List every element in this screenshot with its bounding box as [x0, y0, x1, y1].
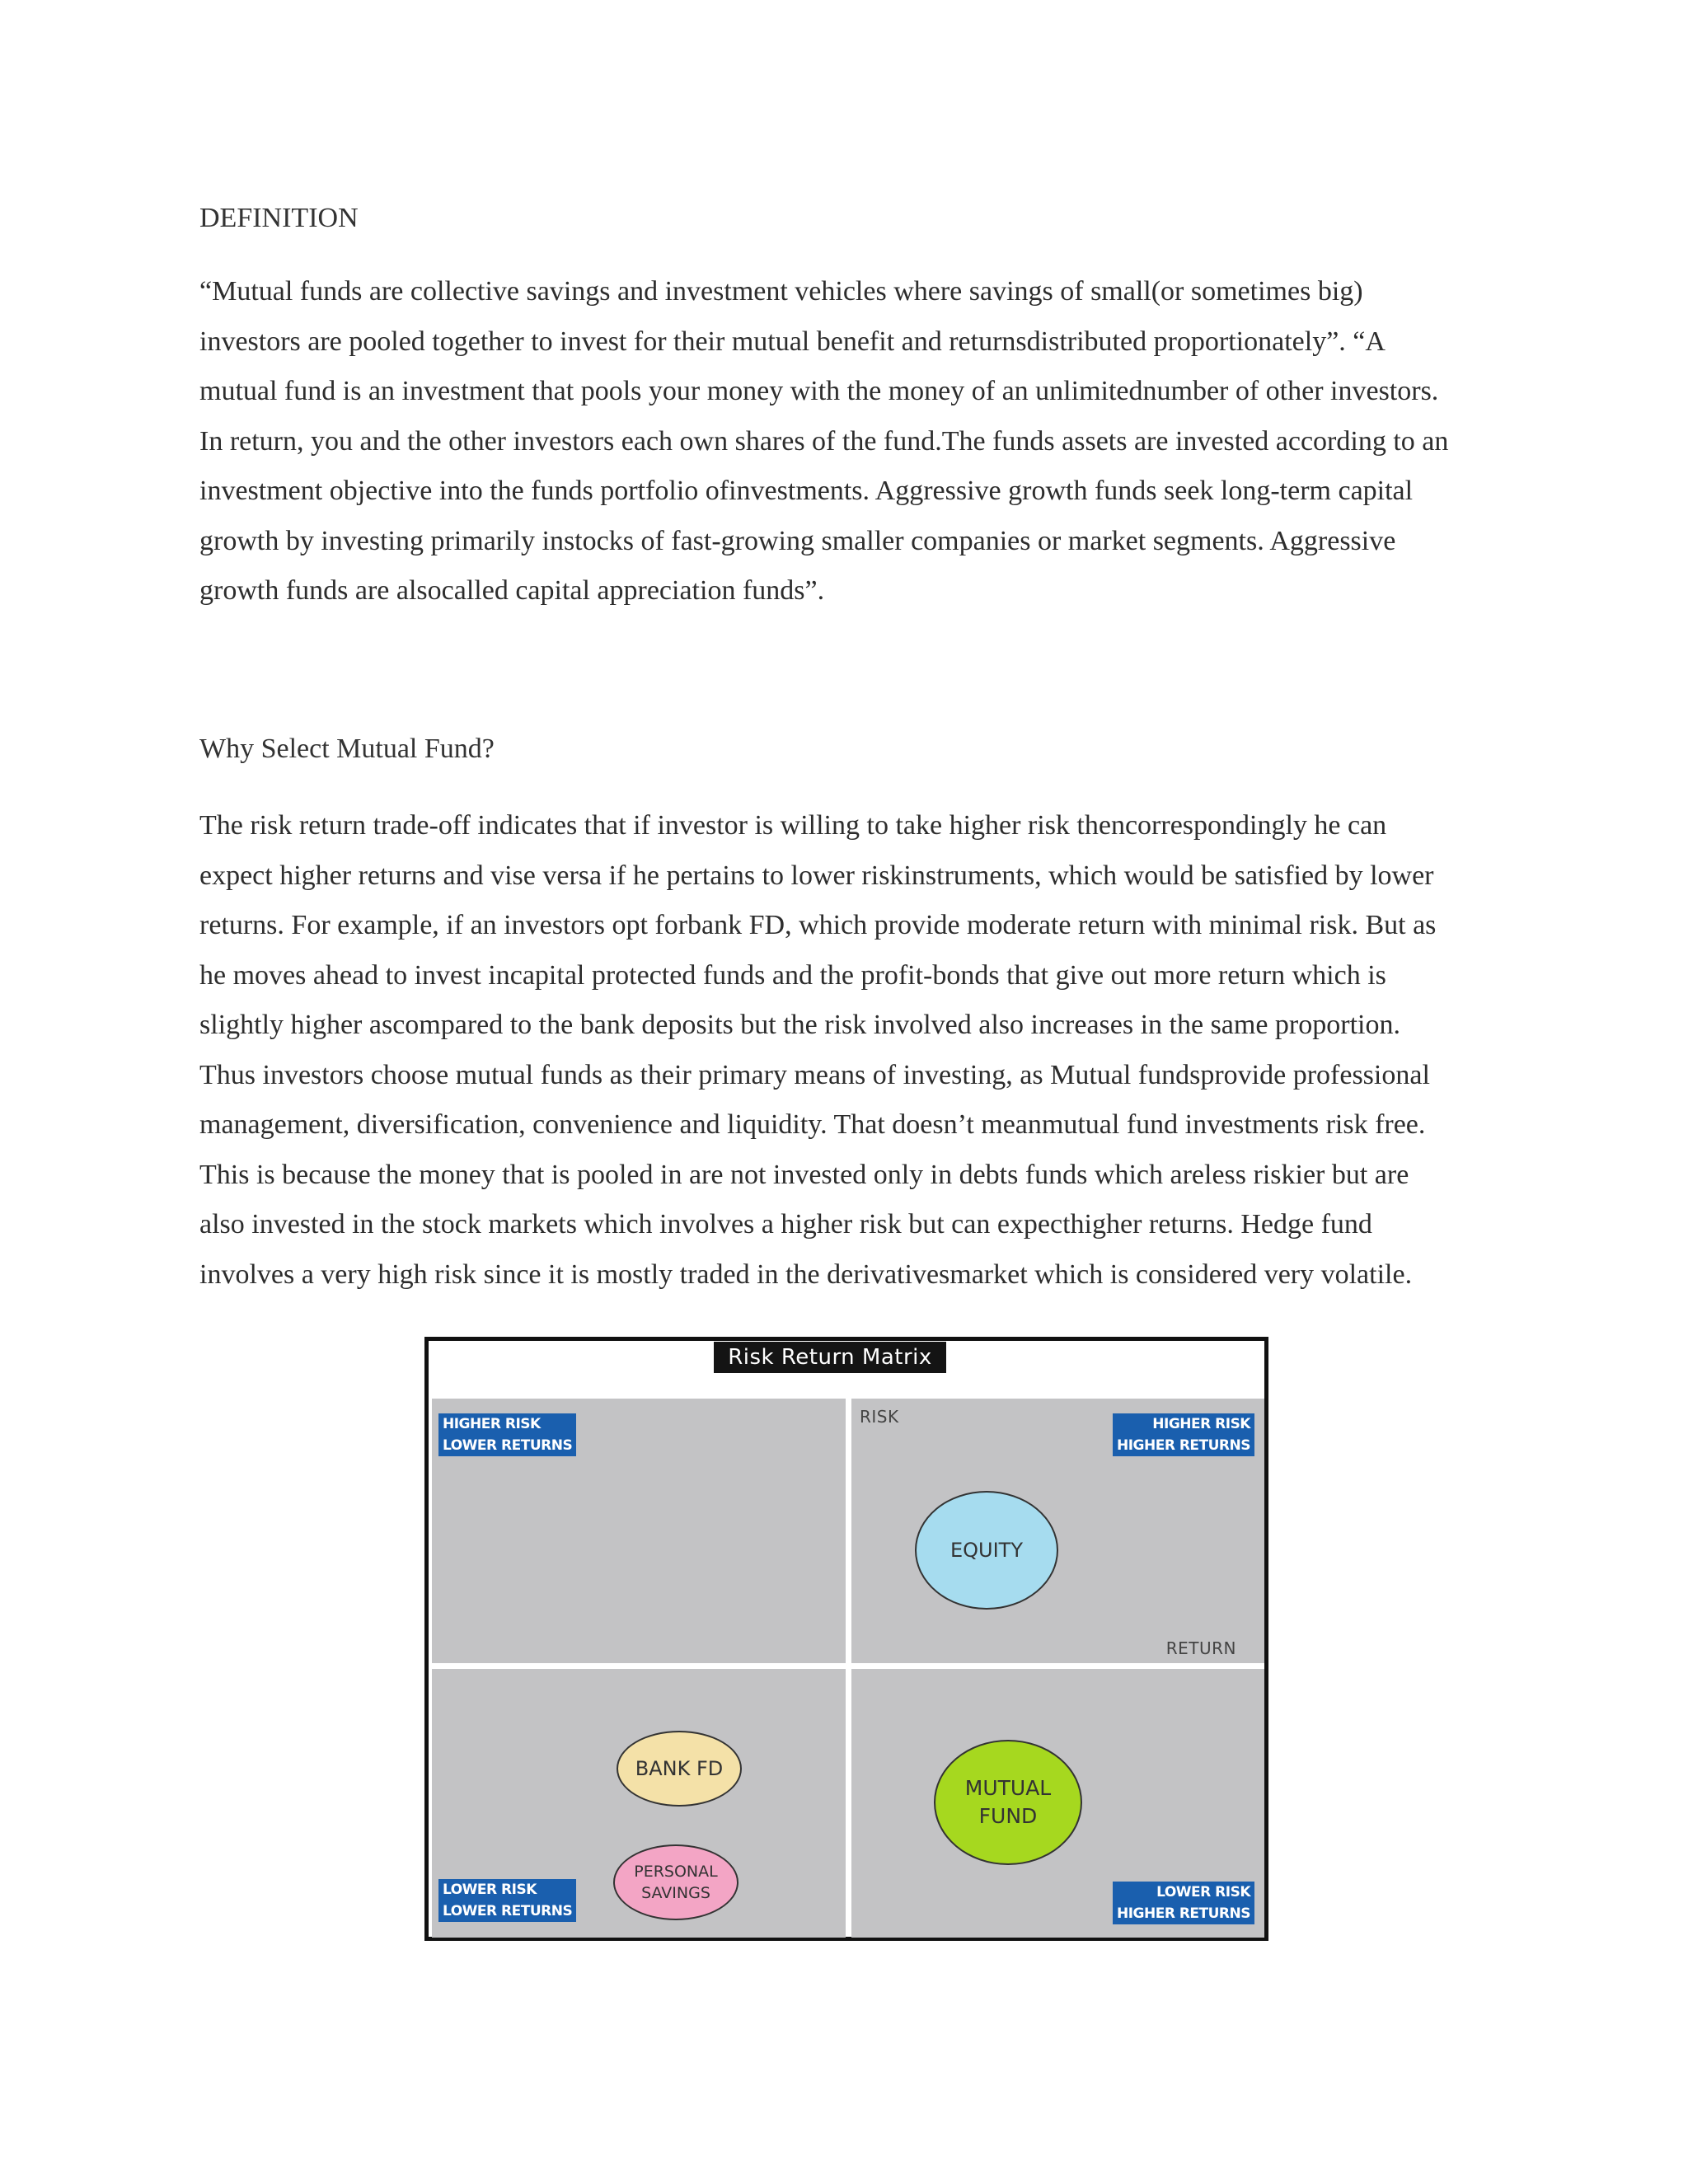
tag-line: HIGHER RETURNS	[1116, 1437, 1250, 1454]
lower-risk-lower-returns-tag	[438, 1879, 576, 1922]
paragraph-line: “Mutual funds are collective savings and investment vehicles where savings of small(or sometimes big)	[199, 276, 1363, 307]
tag-line: HIGHER RISK	[443, 1416, 541, 1432]
return-axis-label: RETURN	[1165, 1638, 1236, 1658]
personal-savings-bubble	[613, 1844, 738, 1920]
bubble-label: PERSONAL	[634, 1863, 718, 1881]
tag-line: LOWER RISK	[1156, 1884, 1250, 1900]
paragraph-line: he moves ahead to invest incapital protected funds and the profit-bonds that give out more return which is	[199, 959, 1386, 991]
paragraph-line: growth by investing primarily instocks of fast-growing smaller companies or market segments. Aggressive	[199, 525, 1396, 556]
paragraph-line: The risk return trade-off indicates that if investor is willing to take higher risk thencorrespondingly he can	[199, 810, 1387, 841]
quadrant-top-right	[851, 1399, 1264, 1663]
bubble-label: MUTUAL	[964, 1776, 1052, 1800]
paragraph-line: expect higher returns and vise versa if he pertains to lower riskinstruments, which would be satisfied by lower	[199, 860, 1434, 891]
bank-fd-bubble	[617, 1731, 742, 1807]
risk-axis-label: RISK	[860, 1407, 899, 1427]
higher-risk-lower-returns-tag	[438, 1413, 576, 1456]
equity-bubble	[915, 1491, 1058, 1610]
bubble-label: EQUITY	[950, 1539, 1024, 1562]
mutual-fund-bubble	[934, 1740, 1082, 1865]
higher-risk-higher-returns-tag	[1113, 1413, 1254, 1456]
bubble-label: BANK FD	[635, 1757, 724, 1780]
bubble-label: SAVINGS	[641, 1884, 710, 1902]
paragraph-line: slightly higher ascompared to the bank deposits but the risk involved also increases in the same proportion.	[199, 1010, 1400, 1040]
quadrant-bottom-left	[432, 1669, 846, 1938]
tag-line: LOWER RETURNS	[443, 1437, 573, 1454]
paragraph-line: growth funds are alsocalled capital appreciation funds”.	[199, 575, 825, 606]
definition-paragraph	[199, 267, 1493, 616]
paragraph-line: This is because the money that is pooled in are not invested only in debts funds which areless riskier but are	[199, 1159, 1409, 1190]
why-select-heading: Why Select Mutual Fund?	[199, 733, 495, 764]
risk-return-matrix-figure	[424, 1337, 1268, 1941]
tag-line: HIGHER RETURNS	[1116, 1905, 1250, 1922]
tag-line: LOWER RISK	[443, 1882, 537, 1898]
quadrant-top-left	[432, 1399, 846, 1663]
paragraph-line: returns. For example, if an investors opt forbank FD, which provide moderate return with minimal risk. But as	[199, 910, 1437, 940]
why-select-paragraph	[199, 801, 1493, 1300]
paragraph-line: In return, you and the other investors each own shares of the fund.The funds assets are invested according to an	[199, 425, 1449, 457]
lower-risk-higher-returns-tag	[1113, 1882, 1254, 1924]
paragraph-line: investment objective into the funds portfolio ofinvestments. Aggressive growth funds seek long-term capital	[199, 476, 1414, 506]
bubble-label: FUND	[978, 1804, 1038, 1828]
tag-line: LOWER RETURNS	[443, 1903, 573, 1919]
paragraph-line: Thus investors choose mutual funds as their primary means of investing, as Mutual fundsprovide professional	[199, 1059, 1430, 1090]
definition-heading: DEFINITION	[199, 203, 359, 233]
paragraph-line: management, diversification, convenience and liquidity. That doesn’t meanmutual fund investments risk free.	[199, 1109, 1426, 1140]
paragraph-line: investors are pooled together to invest for their mutual benefit and returnsdistributed proportionately”. “A	[199, 326, 1386, 357]
paragraph-line: mutual fund is an investment that pools your money with the money of an unlimitednumber of other investors.	[199, 376, 1439, 406]
paragraph-line: also invested in the stock markets which involves a higher risk but can expecthigher returns. Hedge fund	[199, 1209, 1372, 1240]
quadrant-bottom-right	[851, 1669, 1264, 1938]
matrix-title: Risk Return Matrix	[714, 1342, 946, 1373]
tag-line: HIGHER RISK	[1152, 1416, 1250, 1432]
paragraph-line: involves a very high risk since it is mostly traded in the derivativesmarket which is considered very volatile.	[199, 1258, 1413, 1290]
